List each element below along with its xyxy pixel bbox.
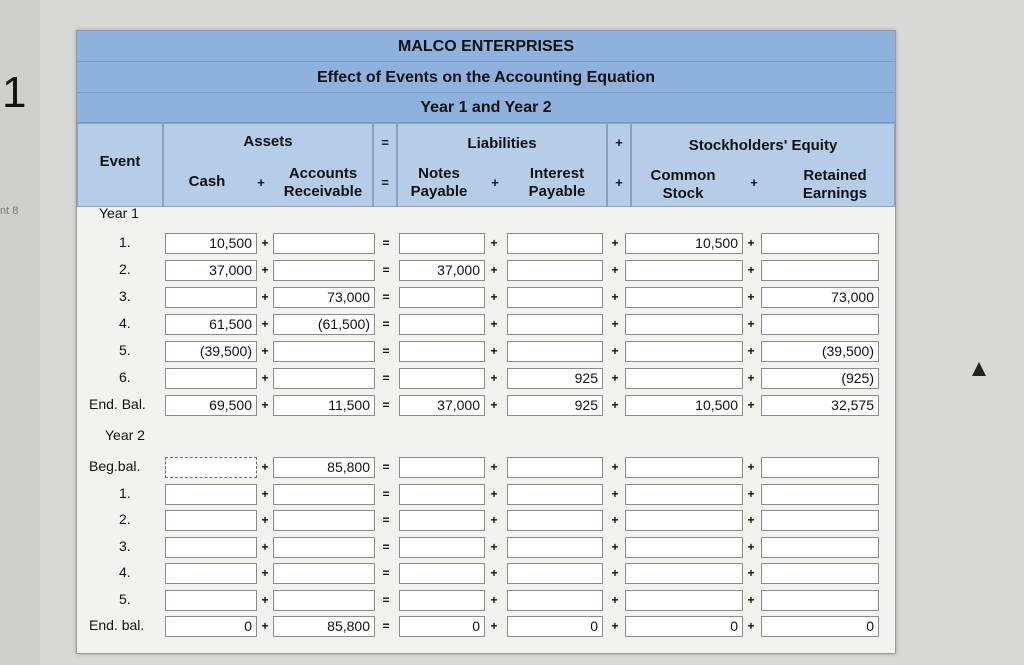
retained-cell[interactable]: [761, 314, 879, 335]
plus-sign: +: [261, 263, 269, 277]
notes-cell[interactable]: [399, 368, 485, 389]
plus-sign: +: [490, 290, 498, 304]
plus-sign: +: [261, 566, 269, 580]
common-cell[interactable]: [625, 287, 743, 308]
cash-cell[interactable]: 10,500: [165, 233, 257, 254]
plus-sign: +: [611, 592, 619, 607]
event-label: 2.: [119, 511, 131, 527]
common-cell[interactable]: [625, 341, 743, 362]
cash-cell[interactable]: (39,500): [165, 341, 257, 362]
mouse-cursor: [972, 362, 986, 376]
plus-sign: +: [261, 539, 269, 554]
equals-sign: =: [382, 317, 390, 331]
notes-cell[interactable]: [399, 457, 485, 478]
plus-sign: +: [747, 592, 755, 607]
plus-sign: +: [490, 236, 498, 250]
retained-cell[interactable]: [761, 233, 879, 254]
interest-header: Interest Payable: [528, 165, 586, 200]
ar-cell[interactable]: 73,000: [273, 287, 375, 308]
plus-sign: +: [747, 486, 755, 501]
notes-cell[interactable]: [399, 510, 485, 531]
plus-sign: +: [747, 371, 755, 385]
points-label: nt 8: [0, 205, 19, 217]
notes-cell[interactable]: 37,000: [399, 260, 485, 281]
equals-sign: =: [382, 371, 390, 385]
notes-cell[interactable]: [399, 314, 485, 335]
retained-cell[interactable]: 32,575: [761, 395, 879, 416]
plus-sign: +: [747, 317, 755, 331]
ar-cell[interactable]: [273, 260, 375, 281]
interest-cell[interactable]: [507, 341, 603, 362]
interest-cell[interactable]: [507, 457, 603, 478]
question-number: 1: [2, 68, 27, 117]
notes-cell[interactable]: [399, 484, 485, 505]
common-cell[interactable]: [625, 457, 743, 478]
company-title: MALCO ENTERPRISES: [77, 31, 895, 62]
ar-cell[interactable]: 85,800: [273, 616, 375, 637]
notes-cell[interactable]: [399, 233, 485, 254]
ar-cell[interactable]: [273, 341, 375, 362]
liabilities-header: Liabilities: [467, 135, 537, 152]
plus-sign: +: [747, 236, 755, 250]
equals-sign: =: [382, 513, 390, 527]
interest-cell[interactable]: 925: [507, 368, 603, 389]
retained-cell[interactable]: [761, 484, 879, 505]
assets-plus: +: [257, 175, 265, 190]
plus-sign: +: [747, 344, 755, 358]
retained-cell[interactable]: [761, 457, 879, 478]
plus-sign: +: [261, 592, 269, 607]
plus-sign: +: [490, 263, 498, 277]
retained-cell[interactable]: [761, 510, 879, 531]
plus-sign: +: [611, 344, 619, 358]
retained-cell[interactable]: 0: [761, 616, 879, 637]
equals-sign: =: [382, 566, 390, 580]
plus-sign: +: [747, 398, 755, 412]
plus-sign: +: [261, 371, 269, 385]
retained-cell[interactable]: [761, 563, 879, 584]
plus-sign: +: [611, 263, 619, 277]
equals-sign: =: [382, 592, 390, 607]
retained-cell[interactable]: (39,500): [761, 341, 879, 362]
plus-sign: +: [611, 236, 619, 250]
notes-cell[interactable]: [399, 563, 485, 584]
plus-sign: +: [747, 263, 755, 277]
plus-sign: +: [611, 290, 619, 304]
cash-cell[interactable]: 0: [165, 616, 257, 637]
retained-earnings-header: Retained Earnings: [802, 167, 868, 202]
ar-cell[interactable]: [273, 233, 375, 254]
plus-sign: +: [611, 486, 619, 501]
plus-sign: +: [490, 566, 498, 580]
event-label: End. bal.: [89, 617, 145, 633]
notes-header: Notes Payable: [410, 165, 468, 200]
plus-sign: +: [747, 513, 755, 527]
equity-plus: +: [750, 175, 758, 190]
plus-sign: +: [611, 460, 619, 474]
plus-sign: +: [261, 317, 269, 331]
cash-cell[interactable]: [165, 457, 257, 478]
notes-cell[interactable]: [399, 287, 485, 308]
common-cell[interactable]: [625, 590, 743, 611]
interest-cell[interactable]: [507, 287, 603, 308]
cash-cell[interactable]: [165, 537, 257, 558]
plus-sign: +: [261, 398, 269, 412]
common-cell[interactable]: [625, 510, 743, 531]
interest-cell[interactable]: [507, 233, 603, 254]
plus-header: +: [615, 175, 623, 190]
ar-cell[interactable]: [273, 590, 375, 611]
plus-header-top: +: [615, 135, 623, 150]
common-cell[interactable]: 10,500: [625, 233, 743, 254]
plus-sign: +: [611, 398, 619, 412]
ar-cell[interactable]: [273, 563, 375, 584]
ar-cell[interactable]: [273, 368, 375, 389]
common-cell[interactable]: [625, 563, 743, 584]
equals-header: =: [381, 175, 389, 190]
event-label: 4.: [119, 564, 131, 580]
interest-cell[interactable]: 925: [507, 395, 603, 416]
period-title: Year 1 and Year 2: [77, 93, 895, 123]
ar-cell[interactable]: 11,500: [273, 395, 375, 416]
cash-cell[interactable]: [165, 590, 257, 611]
common-cell[interactable]: [625, 260, 743, 281]
retained-cell[interactable]: [761, 537, 879, 558]
interest-cell[interactable]: [507, 510, 603, 531]
cash-cell[interactable]: 61,500: [165, 314, 257, 335]
equity-header: Stockholders' Equity: [688, 137, 838, 154]
cash-cell[interactable]: 37,000: [165, 260, 257, 281]
event-label: 5.: [119, 590, 131, 607]
plus-sign: +: [490, 486, 498, 501]
plus-sign: +: [261, 344, 269, 358]
notes-cell[interactable]: 0: [399, 616, 485, 637]
event-label: 1.: [119, 234, 131, 250]
plus-sign: +: [490, 371, 498, 385]
ar-cell[interactable]: [273, 484, 375, 505]
worksheet-subtitle: Effect of Events on the Accounting Equation: [77, 62, 895, 93]
cash-cell[interactable]: [165, 368, 257, 389]
side-panel: [0, 0, 40, 665]
plus-sign: +: [490, 619, 498, 633]
notes-cell[interactable]: 37,000: [399, 395, 485, 416]
equals-sign: =: [382, 236, 390, 250]
cash-cell[interactable]: [165, 563, 257, 584]
common-stock-header: Common Stock: [650, 167, 716, 202]
ar-cell[interactable]: 85,800: [273, 457, 375, 478]
ar-cell[interactable]: [273, 537, 375, 558]
ar-cell[interactable]: [273, 510, 375, 531]
plus-sign: +: [261, 486, 269, 501]
column-headers: [77, 123, 895, 207]
interest-cell[interactable]: [507, 314, 603, 335]
interest-cell[interactable]: [507, 484, 603, 505]
event-label: 4.: [119, 315, 131, 331]
notes-cell[interactable]: [399, 590, 485, 611]
plus-sign: +: [490, 513, 498, 527]
event-label: 2.: [119, 261, 131, 277]
retained-cell[interactable]: (925): [761, 368, 879, 389]
plus-sign: +: [747, 460, 755, 474]
equals-sign: =: [382, 344, 390, 358]
common-cell[interactable]: 0: [625, 616, 743, 637]
equals-sign: =: [382, 619, 390, 633]
accounting-equation-worksheet: [76, 30, 896, 654]
interest-cell[interactable]: [507, 590, 603, 611]
event-label: 3.: [119, 537, 131, 554]
plus-sign: +: [611, 539, 619, 554]
plus-sign: +: [261, 513, 269, 527]
plus-sign: +: [747, 539, 755, 554]
event-header: Event: [99, 153, 141, 170]
interest-cell[interactable]: [507, 537, 603, 558]
assets-header: Assets: [243, 133, 293, 150]
plus-sign: +: [490, 344, 498, 358]
event-label: 3.: [119, 288, 131, 304]
plus-sign: +: [261, 290, 269, 304]
ar-header: Accounts Receivable: [283, 165, 363, 200]
interest-cell[interactable]: 0: [507, 616, 603, 637]
event-label: 5.: [119, 342, 131, 358]
cash-cell[interactable]: [165, 287, 257, 308]
plus-sign: +: [490, 398, 498, 412]
plus-sign: +: [490, 539, 498, 554]
event-label: End. Bal.: [89, 396, 146, 412]
plus-sign: +: [490, 317, 498, 331]
cash-header: Cash: [188, 173, 226, 190]
retained-cell[interactable]: 73,000: [761, 287, 879, 308]
ar-cell[interactable]: (61,500): [273, 314, 375, 335]
plus-sign: +: [611, 513, 619, 527]
year1-label: Year 1: [99, 205, 139, 221]
event-label: 6.: [119, 369, 131, 385]
equals-sign: =: [382, 460, 390, 474]
common-cell[interactable]: [625, 314, 743, 335]
equals-sign: =: [382, 398, 390, 412]
equals-sign: =: [382, 486, 390, 501]
notes-cell[interactable]: [399, 537, 485, 558]
notes-cell[interactable]: [399, 341, 485, 362]
plus-sign: +: [747, 290, 755, 304]
year2-label: Year 2: [105, 427, 145, 443]
plus-sign: +: [611, 619, 619, 633]
retained-cell[interactable]: [761, 260, 879, 281]
common-cell[interactable]: [625, 484, 743, 505]
plus-sign: +: [261, 619, 269, 633]
plus-sign: +: [261, 236, 269, 250]
equals-header-top: =: [381, 135, 389, 150]
common-cell[interactable]: 10,500: [625, 395, 743, 416]
common-cell[interactable]: [625, 368, 743, 389]
plus-sign: +: [747, 619, 755, 633]
equals-sign: =: [382, 539, 390, 554]
event-label: 1.: [119, 484, 131, 501]
event-label: Beg.bal.: [89, 458, 141, 474]
plus-sign: +: [611, 317, 619, 331]
interest-cell[interactable]: [507, 563, 603, 584]
equals-sign: =: [382, 263, 390, 277]
plus-sign: +: [261, 460, 269, 474]
plus-sign: +: [490, 592, 498, 607]
cash-cell[interactable]: 69,500: [165, 395, 257, 416]
retained-cell[interactable]: [761, 590, 879, 611]
cash-cell[interactable]: [165, 510, 257, 531]
cash-cell[interactable]: [165, 484, 257, 505]
interest-cell[interactable]: [507, 260, 603, 281]
plus-sign: +: [747, 566, 755, 580]
plus-sign: +: [611, 371, 619, 385]
liabilities-plus: +: [491, 175, 499, 190]
plus-sign: +: [490, 460, 498, 474]
plus-sign: +: [611, 566, 619, 580]
equals-sign: =: [382, 290, 390, 304]
common-cell[interactable]: [625, 537, 743, 558]
